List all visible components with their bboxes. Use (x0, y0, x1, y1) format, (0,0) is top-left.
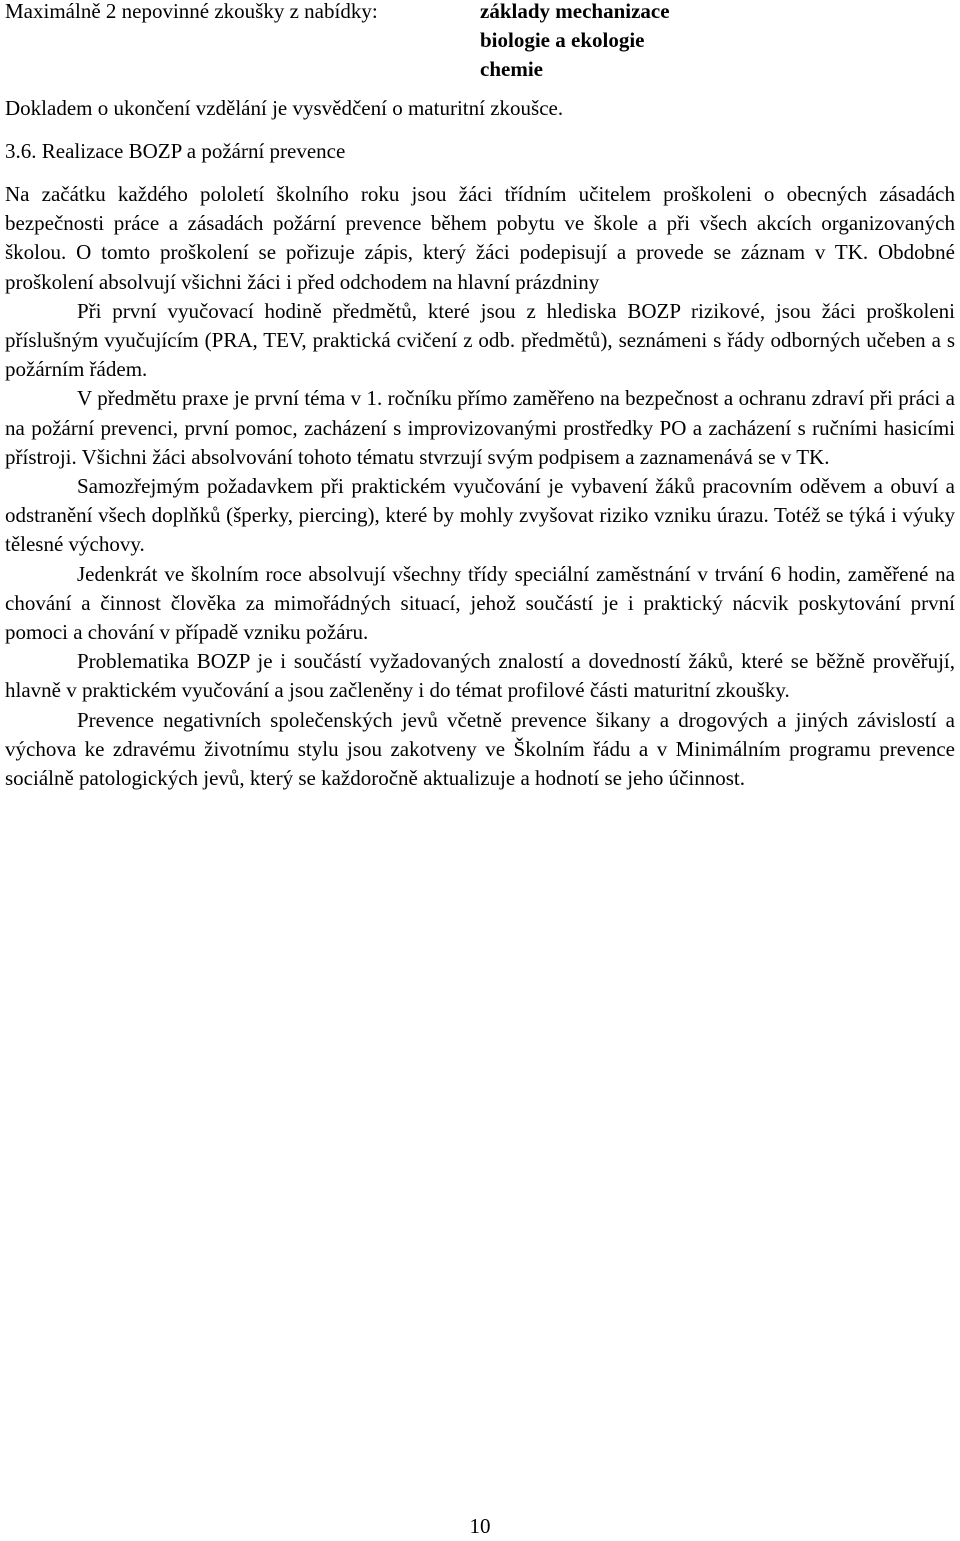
exam-option: základy mechanizace (480, 0, 670, 23)
paragraph: V předmětu praxe je první téma v 1. ročníku přímo zaměřeno na bezpečnost a ochranu zdraví při práci a na požární prevenci, první pomoc, zacházení s improvizovanými prostředky PO a zacházení s ručními hasicími přístroji. Všichni žáci absolvování tohoto tématu stvrzují svým podpisem a zaznamenává se v TK. (5, 386, 955, 469)
page-number: 10 (469, 1514, 491, 1538)
paragraph: Jedenkrát ve školním roce absolvují všechny třídy speciální zaměstnání v trvání 6 hodin, zaměřené na chování a činnost člověka za mimořádných situací, jehož součástí je i praktický nácvik poskytování první pomoci a chování v případě vzniku požáru. (5, 561, 955, 645)
optional-exams-list (480, 0, 670, 84)
section-heading: 3.6. Realizace BOZP a požární prevence (5, 139, 346, 163)
section-body (5, 180, 955, 793)
paragraph: Na začátku každého pololetí školního roku jsou žáci třídním učitelem proškoleni o obecných zásadách bezpečnosti práce a zásadách požární prevence během pobytu ve škole a při všech akcích organizovaných školou. O tomto proškolení se pořizuje zápis, který žáci podepisují a provede se záznam v TK. Obdobné proškolení absolvují všichni žáci i před odchodem na hlavní prázdniny (5, 182, 955, 294)
paragraph: Samozřejmým požadavkem při praktickém vyučování je vybavení žáků pracovním oděvem a obuví a odstranění všech doplňků (šperky, piercing), které by mohly zvyšovat riziko vzniku úrazu. Totéž se týká i výuky tělesné výchovy. (5, 474, 955, 557)
document-page (5, 0, 955, 1537)
exam-option: biologie a ekologie (480, 28, 645, 52)
completion-note: Dokladem o ukončení vzdělání je vysvědčení o maturitní zkoušce. (5, 96, 564, 120)
exam-option: chemie (480, 57, 543, 81)
paragraph: Prevence negativních společenských jevů včetně prevence šikany a drogových a jiných závislostí a výchova ke zdravému životnímu stylu jsou zakotveny ve Školním řádu a v Minimálním programu prevence sociálně patologických jevů, který se každoročně aktualizuje a hodnotí se jeho účinnost. (5, 707, 955, 791)
paragraph: Problematika BOZP je i součástí vyžadovaných znalostí a dovedností žáků, které se běžně prověřují, hlavně v praktickém vyučování a jsou začleněny i do témat profilové části maturitní zkoušky. (5, 649, 955, 703)
paragraph: Při první vyučovací hodině předmětů, které jsou z hlediska BOZP rizikové, jsou žáci proškoleni příslušným vyučujícím (PRA, TEV, praktická cvičení z odb. předmětů), seznámeni s řády odborných učeben a s požárním řádem. (5, 298, 955, 382)
optional-exams-label: Maximálně 2 nepovinné zkoušky z nabídky: (5, 0, 378, 23)
